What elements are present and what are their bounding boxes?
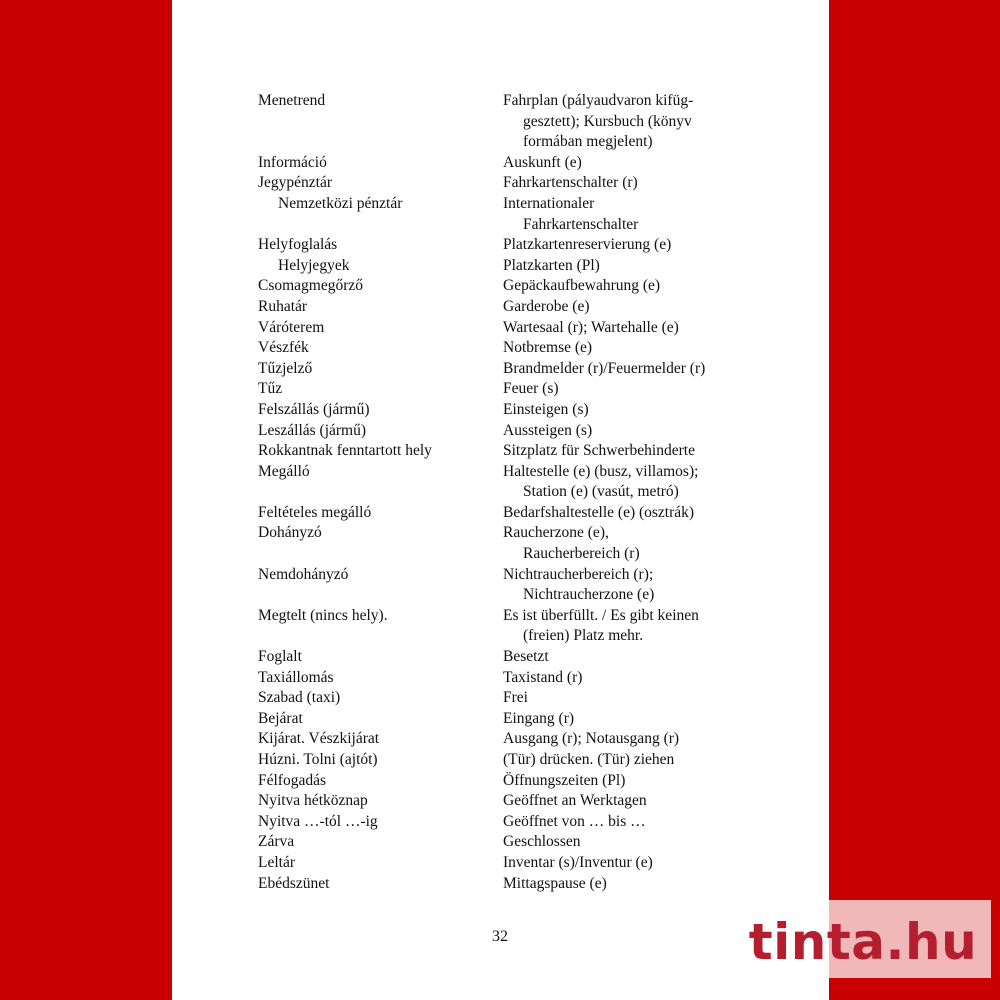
translation-line: formában megjelent) — [523, 133, 653, 151]
hungarian-term: Ruhatár — [258, 297, 308, 315]
translation-line: Raucherbereich (r) — [523, 545, 640, 563]
translation-line: Inventar (s)/Inventur (e) — [503, 853, 653, 871]
glossary-entry — [258, 359, 758, 380]
glossary-entry — [258, 462, 758, 503]
translation-line: Gepäckaufbewahrung (e) — [503, 277, 661, 295]
hungarian-term: Menetrend — [258, 92, 326, 109]
glossary-entry — [258, 565, 758, 606]
hungarian-term: Helyfoglalás — [258, 236, 338, 254]
translation-line: Geöffnet von … bis … — [503, 812, 646, 830]
german-translation — [503, 194, 738, 235]
glossary-entry — [258, 91, 758, 153]
german-translation — [503, 668, 738, 689]
translation-line: gesztett); Kursbuch (könyv — [523, 112, 692, 130]
translation-line: Fahrkartenschalter (r) — [503, 174, 638, 192]
translation-line: Frei — [503, 689, 528, 707]
translation-line: Fahrkartenschalter — [523, 215, 639, 233]
hungarian-term: Zárva — [258, 833, 295, 851]
german-translation — [503, 606, 738, 647]
glossary-list — [258, 91, 758, 894]
glossary-entry — [258, 297, 758, 318]
german-translation — [503, 235, 738, 256]
glossary-entry — [258, 853, 758, 874]
glossary-entry — [258, 153, 758, 174]
german-translation — [503, 750, 738, 771]
translation-line: Platzkartenreservierung (e) — [503, 236, 672, 254]
glossary-entry — [258, 194, 758, 235]
german-translation — [503, 297, 738, 318]
german-translation — [503, 256, 738, 277]
glossary-entry — [258, 421, 758, 442]
hungarian-term: Leltár — [258, 853, 296, 871]
german-translation — [503, 709, 738, 730]
translation-line: Haltestelle (e) (busz, villamos); — [503, 462, 699, 480]
hungarian-term: Rokkantnak fenntartott hely — [258, 442, 432, 460]
german-translation — [503, 153, 738, 174]
hungarian-term: Megálló — [258, 462, 310, 480]
hungarian-term: Félfogadás — [258, 771, 327, 789]
german-translation — [503, 379, 738, 400]
translation-line: Nichtraucherzone (e) — [523, 586, 655, 604]
glossary-entry — [258, 832, 758, 853]
german-translation — [503, 729, 738, 750]
hungarian-term: Nyitva hétköznap — [258, 792, 368, 810]
translation-line: (Tür) drücken. (Tür) ziehen — [503, 751, 675, 768]
translation-line: Ausgang (r); Notausgang (r) — [503, 730, 680, 748]
translation-line: Geöffnet an Werktagen — [503, 792, 647, 810]
glossary-entry — [258, 688, 758, 709]
hungarian-term: Helyjegyek — [278, 256, 350, 274]
glossary-entry — [258, 709, 758, 730]
page-number: 32 — [492, 928, 508, 945]
german-translation — [503, 338, 738, 359]
german-translation — [503, 462, 738, 503]
hungarian-term: Csomagmegőrző — [258, 277, 364, 295]
german-translation — [503, 276, 738, 297]
hungarian-term: Leszállás (jármű) — [258, 421, 367, 439]
hungarian-term: Vészfék — [258, 339, 309, 357]
german-translation — [503, 421, 738, 442]
glossary-entry — [258, 379, 758, 400]
german-translation — [503, 688, 738, 709]
hungarian-term: Foglalt — [258, 648, 302, 666]
glossary-entry — [258, 523, 758, 564]
hungarian-term: Taxiállomás — [258, 668, 334, 686]
german-translation — [503, 853, 738, 874]
glossary-entry — [258, 338, 758, 359]
german-translation — [503, 503, 738, 524]
translation-line: Garderobe (e) — [503, 297, 590, 315]
hungarian-term: Húzni. Tolni (ajtót) — [258, 751, 378, 768]
translation-line: Wartesaal (r); Wartehalle (e) — [503, 318, 679, 336]
hungarian-term: Megtelt (nincs hely). — [258, 606, 388, 624]
german-translation — [503, 812, 738, 833]
translation-line: (freien) Platz mehr. — [523, 627, 644, 645]
translation-line: Sitzplatz für Schwerbehinderte — [503, 442, 695, 460]
glossary-entry — [258, 256, 758, 277]
glossary-entry — [258, 503, 758, 524]
translation-line: Brandmelder (r)/Feuermelder (r) — [503, 359, 706, 377]
translation-line: Mittagspause (e) — [503, 874, 607, 892]
glossary-entry — [258, 276, 758, 297]
hungarian-term: Bejárat — [258, 709, 303, 727]
glossary-entry — [258, 874, 758, 895]
translation-line: Internationaler — [503, 194, 595, 212]
hungarian-term: Felszállás (jármű) — [258, 400, 370, 418]
hungarian-term: Szabad (taxi) — [258, 689, 341, 707]
german-translation — [503, 441, 738, 462]
glossary-entry — [258, 812, 758, 833]
hungarian-term: Jegypénztár — [258, 174, 333, 192]
german-translation — [503, 318, 738, 339]
translation-line: Es ist überfüllt. / Es gibt keinen — [503, 606, 699, 624]
glossary-entry — [258, 647, 758, 668]
translation-line: Fahrplan (pályaudvaron kifüg- — [503, 92, 694, 109]
hungarian-term: Feltételes megálló — [258, 503, 372, 521]
hungarian-term: Nyitva …-tól …-ig — [258, 812, 378, 830]
translation-line: Notbremse (e) — [503, 339, 593, 357]
glossary-entry — [258, 173, 758, 194]
translation-line: Öffnungszeiten (Pl) — [503, 771, 626, 789]
german-translation — [503, 400, 738, 421]
glossary-entry — [258, 235, 758, 256]
german-translation — [503, 832, 738, 853]
translation-line: Raucherzone (e), — [503, 524, 609, 542]
hungarian-term: Váróterem — [258, 318, 325, 336]
glossary-entry — [258, 318, 758, 339]
german-translation — [503, 565, 738, 606]
glossary-entry — [258, 668, 758, 689]
hungarian-term: Tűz — [258, 380, 283, 398]
hungarian-term: Információ — [258, 153, 327, 171]
translation-line: Bedarfshaltestelle (e) (osztrák) — [503, 503, 695, 521]
hungarian-term: Dohányzó — [258, 524, 322, 542]
translation-line: Station (e) (vasút, metró) — [523, 483, 679, 501]
german-translation — [503, 874, 738, 895]
german-translation — [503, 647, 738, 668]
hungarian-term: Tűzjelző — [258, 359, 313, 377]
glossary-entry — [258, 791, 758, 812]
hungarian-term: Ebédszünet — [258, 874, 330, 892]
glossary-entry — [258, 441, 758, 462]
translation-line: Nichtraucherbereich (r); — [503, 565, 654, 583]
translation-line: Einsteigen (s) — [503, 400, 589, 418]
tinta-logo-watermark: tinta.hu — [748, 913, 978, 971]
glossary-entry — [258, 400, 758, 421]
translation-line: Taxistand (r) — [503, 668, 583, 686]
translation-line: Besetzt — [503, 648, 549, 666]
translation-line: Geschlossen — [503, 833, 581, 851]
translation-line: Feuer (s) — [503, 380, 559, 398]
german-translation — [503, 791, 738, 812]
translation-line: Aussteigen (s) — [503, 421, 593, 439]
german-translation — [503, 359, 738, 380]
glossary-entry — [258, 729, 758, 750]
glossary-entry — [258, 606, 758, 647]
german-translation — [503, 771, 738, 792]
translation-line: Eingang (r) — [503, 709, 575, 727]
hungarian-term: Kijárat. Vészkijárat — [258, 730, 380, 748]
german-translation — [503, 91, 738, 153]
translation-line: Auskunft (e) — [503, 153, 582, 171]
glossary-entry — [258, 771, 758, 792]
translation-line: Platzkarten (Pl) — [503, 256, 600, 274]
glossary-entry — [258, 750, 758, 771]
german-translation — [503, 173, 738, 194]
hungarian-term: Nemdohányzó — [258, 565, 349, 583]
hungarian-term: Nemzetközi pénztár — [278, 194, 403, 212]
german-translation — [503, 523, 738, 564]
